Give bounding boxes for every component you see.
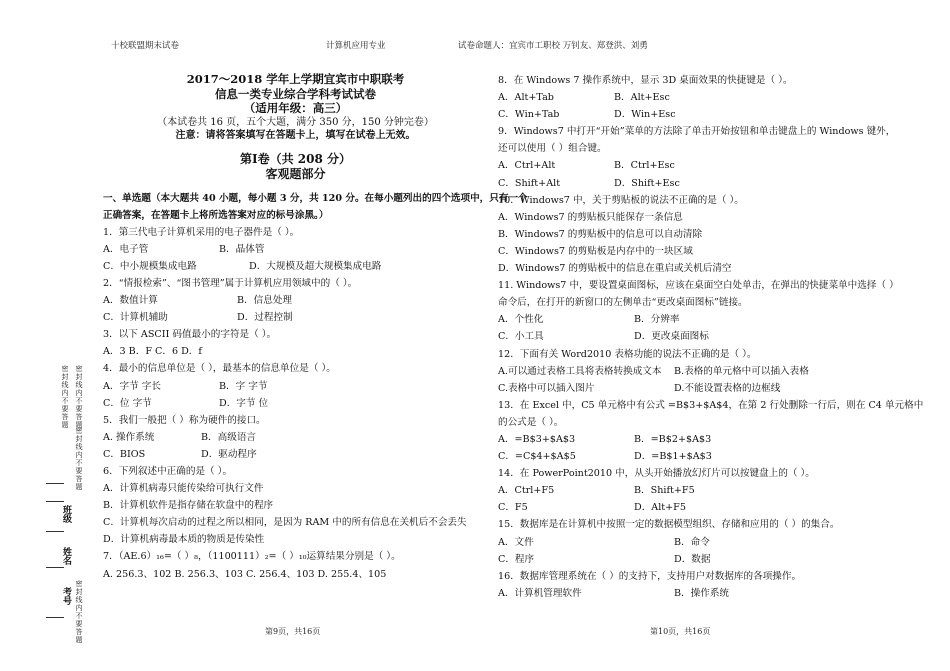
question-7: 7．（AE.6）₁₆=（ ）₈，（1100111）₂=（ ）₁₀运算结果分别是（ ）。 [103, 551, 401, 563]
option: D．Windows7 的剪贴板中的信息在重启或关机后清空 [498, 263, 732, 275]
option: A．电子管 [103, 243, 149, 255]
option: D．=B$1+$A$3 [634, 451, 712, 463]
option: C．F5 [498, 502, 528, 514]
option: A．计算机病毒只能传染给可执行文件 [103, 483, 264, 495]
option: D．更改桌面图标 [634, 331, 709, 343]
seal-text-2: 密封线内不要答题 [75, 365, 83, 429]
option: C．程序 [498, 553, 535, 565]
question-2: 2．“情报检索”、“图书管理”属于计算机应用领域中的（ ）。 [103, 277, 358, 289]
question-15: 15．数据库是在计算机中按照一定的数据模型组织、存储和应用的（ ）的集合。 [498, 519, 840, 531]
question-16: 16．数据库管理系统在（ ）的支持下，支持用户对数据库的各项操作。 [498, 570, 802, 582]
question-13-cont: 的公式是（ ）。 [498, 416, 564, 428]
field-line [46, 567, 64, 568]
seal-text: 密封线内不要答题 [61, 365, 69, 429]
option: B．计算机软件是指存储在软盘中的程序 [103, 500, 274, 512]
question-4: 4．最小的信息单位是（ ），最基本的信息单位是（ ）。 [103, 363, 336, 375]
option-row: A．3 B．F C．6 D．f [103, 346, 202, 358]
field-line [46, 501, 64, 502]
option: C．BIOS [103, 448, 146, 460]
option: A．Windows7 的剪贴板只能保存一条信息 [498, 211, 683, 223]
option: D．字节 位 [219, 397, 269, 409]
binding-margin [60, 355, 100, 645]
option: B．Windows7 的剪贴板中的信息可以自动清除 [498, 228, 703, 240]
question-13: 13．在 Excel 中，C5 单元格中有公式 =B$3+$A$4，在第 2 行处删除一行后，则在 C4 单元格中 [498, 399, 924, 411]
option: B．晶体管 [219, 243, 265, 255]
exam-title-2: 信息一类专业综合学科考试试卷 [215, 86, 376, 101]
section-heading: 一、单选题（本大题共 40 小题，每小题 3 分，共 120 分。在每小题列出的四个选项中，只有一个 [103, 192, 528, 204]
option: B．=B$2+$A$3 [634, 433, 712, 445]
question-5: 5．我们一般把（ ）称为硬件的接口。 [103, 414, 266, 426]
exam-notice: 注意：请将答案填写在答题卡上，填写在试卷上无效。 [175, 129, 416, 141]
right-column [498, 72, 924, 602]
option: B．高级语言 [201, 431, 257, 443]
exam-title-3: （适用年级：高三） [243, 101, 348, 115]
question-9: 9．Windows7 中打开“开始”菜单的方法除了单击开始按钮和单击键盘上的 Windows 键外， [498, 126, 896, 138]
page-number-left: 第9页，共16页 [265, 627, 321, 636]
option: C．=C$4+$A$5 [498, 451, 576, 463]
option: D．大规模及超大规模集成电路 [249, 260, 382, 272]
field-name: 姓名 [61, 547, 71, 565]
option: A．数值计算 [103, 295, 158, 307]
option: D．数据 [674, 553, 711, 565]
part-subtitle: 客观题部分 [265, 166, 326, 181]
page-number-right: 第10页，共16页 [650, 627, 711, 636]
option: B．信息处理 [237, 295, 293, 307]
header-left: 十校联盟期末试卷 [111, 41, 180, 51]
option: C．计算机辅助 [103, 312, 168, 324]
option: C.表格中可以插入图片 [498, 382, 595, 394]
option: A．文件 [498, 536, 534, 548]
question-11-cont: 命令后，在打开的新窗口的左侧单击“更改桌面图标”链接。 [498, 297, 748, 309]
question-10: 10．Windows7 中，关于剪贴板的说法不正确的是（ ）。 [498, 194, 744, 206]
option: A.可以通过表格工具将表格转换成文本 [498, 365, 662, 377]
option: B.表格的单元格中可以插入表格 [674, 365, 809, 377]
question-11: 11. Windows7 中，要设置桌面图标，应该在桌面空白处单击，在弹出的快捷菜单中选择（ ） [498, 280, 899, 292]
exam-info: （本试卷共 16 页，五个大题，满分 350 分，150 分钟完卷） [157, 116, 434, 128]
option: C．位 字节 [103, 397, 152, 409]
header-right: 试卷命题人：宜宾市工职校 万钊友、郑登洪、刘勇 [458, 41, 648, 51]
option: C．中小规模集成电路 [103, 260, 197, 272]
option: C．Shift+Alt [498, 177, 561, 189]
option: B．Ctrl+Esc [614, 160, 675, 172]
question-6: 6．下列叙述中正确的是（ ）。 [103, 466, 233, 477]
option: D．计算机病毒最本质的物质是传染性 [103, 534, 265, 546]
field-line [46, 531, 64, 532]
option: A．Ctrl+F5 [498, 485, 555, 497]
option: D．Alt+F5 [634, 502, 686, 514]
option: B．Shift+F5 [634, 485, 695, 497]
header-center: 计算机应用专业 [326, 41, 386, 51]
question-12: 12．下面有关 Word2010 表格功能的说法不正确的是（ ）。 [498, 348, 757, 360]
option: A．字节 字长 [103, 380, 161, 392]
section-heading-2: 正确答案，在答题卡上将所选答案对应的标号涂黑。） [103, 209, 329, 221]
field-no: 考号 [61, 587, 71, 605]
question-8: 8．在 Windows 7 操作系统中，显示 3D 桌面效果的快捷键是（ ）。 [498, 75, 793, 86]
option: D．Win+Esc [614, 109, 676, 121]
option: B．命令 [674, 536, 710, 548]
option: B．字 字节 [219, 380, 268, 392]
question-9-cont: 还可以使用（ ）组合键。 [498, 143, 607, 155]
option: C．Windows7 的剪贴板是内存中的一块区域 [498, 245, 693, 257]
field-line [46, 617, 64, 618]
field-class: 班级 [61, 505, 71, 523]
option-row: A. 256.3、102 B. 256.3、103 C. 256.4、103 D. 255.4、105 [103, 568, 387, 580]
exam-title-1: 2017～2018 学年上学期宜宾市中职联考 [186, 72, 405, 86]
option: D．Shift+Esc [614, 177, 680, 189]
option: A．Ctrl+Alt [498, 160, 556, 172]
option: D．驱动程序 [201, 448, 257, 460]
seal-text-3: 密封线内不要答题 [75, 427, 83, 491]
option: B．分辨率 [634, 314, 680, 326]
question-14: 14．在 PowerPoint2010 中，从头开始播放幻灯片可以按键盘上的（ ）。 [498, 468, 815, 480]
part-title: 第Ⅰ卷（共 208 分） [239, 151, 352, 166]
option: C．计算机每次启动的过程之所以相同，是因为 RAM 中的所有信息在关机后不会丢失 [103, 517, 467, 529]
option: A．=B$3+$A$3 [498, 433, 576, 445]
option: A．个性化 [498, 314, 544, 326]
option: A．计算机管理软件 [498, 587, 582, 599]
option: C．Win+Tab [498, 109, 560, 121]
seal-text-4: 密封线内不要答题 [75, 580, 83, 644]
field-line [46, 483, 64, 484]
option: A．Alt+Tab [498, 92, 554, 104]
option: B．操作系统 [674, 587, 730, 599]
option: C．小工具 [498, 331, 544, 343]
option: B．Alt+Esc [614, 92, 670, 104]
option: D.不能设置表格的边框线 [674, 382, 781, 394]
option: D．过程控制 [237, 312, 293, 324]
option: A. 操作系统 [103, 431, 155, 443]
question-1: 1．第三代电子计算机采用的电子器件是（ ）。 [103, 226, 300, 238]
question-3: 3．以下 ASCII 码值最小的字符是（ ）。 [103, 329, 277, 341]
